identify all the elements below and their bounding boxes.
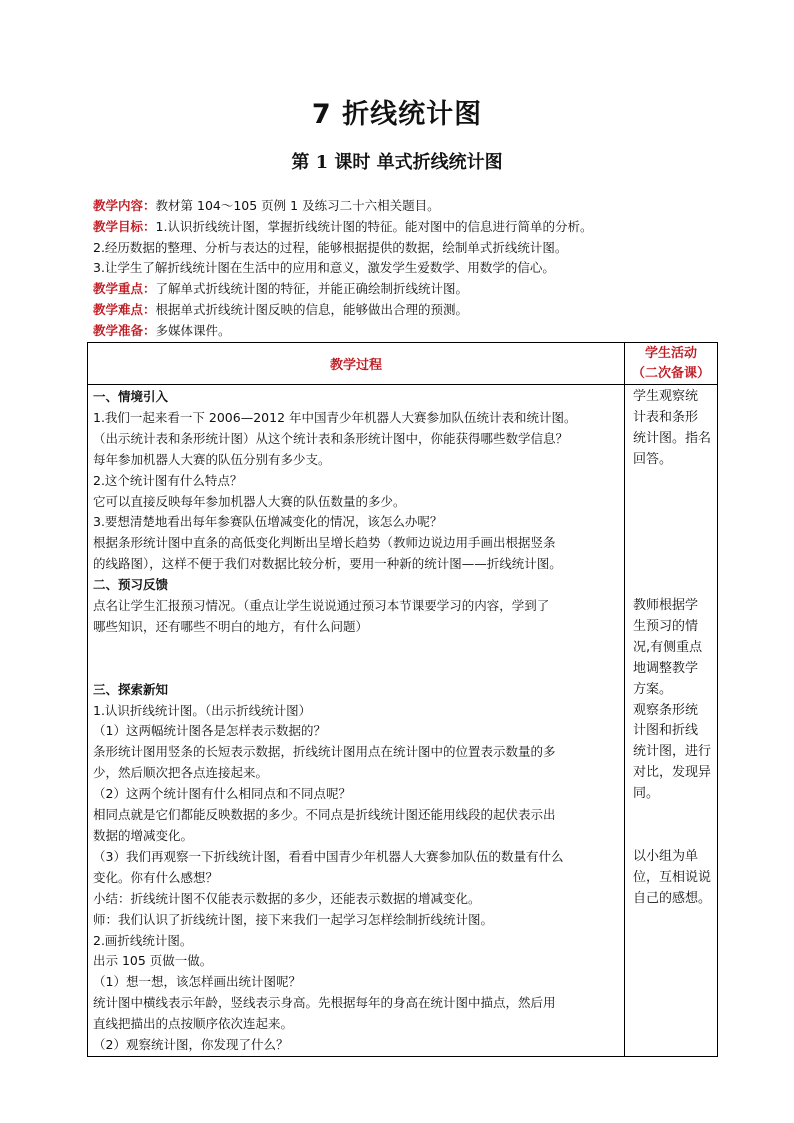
process-line: 1.我们一起来看一下 2006—2012 年中国青少年机器人大赛参加队伍统计表和统计图。: [93, 409, 577, 425]
activity-line: 位，互相说说: [633, 869, 712, 885]
section-heading: 一、情境引入: [93, 389, 169, 404]
process-line: 数据的增减变化。: [93, 828, 194, 843]
spacer: [633, 805, 715, 826]
content-text: 教材第 104～105 页例 1 及练习二十六相关题目。: [155, 198, 440, 213]
process-line: 每年参加机器人大赛的队伍分别有多少支。: [93, 451, 331, 467]
activity-line: 况,有侧重点: [633, 639, 703, 655]
process-line: （出示统计表和条形统计图）从这个统计表和条形统计图中，你能获得哪些数学信息？: [93, 430, 569, 446]
process-line: 直线把描出的点按顺序依次连起来。: [93, 1016, 294, 1032]
activity-line: 回答。: [633, 451, 673, 467]
section-heading: 三、探索新知: [93, 681, 169, 697]
table-body-row: [88, 385, 718, 1057]
header-activity-line1: 学生活动: [644, 346, 697, 361]
process-cell: [88, 385, 625, 1057]
process-line: （3）我们再观察一下折线统计图，看看中国青少年机器人大赛参加队伍的数量有什么: [93, 848, 564, 864]
activity-line: 以小组为单: [633, 848, 699, 864]
process-line: 哪些知识，还有哪些不明白的地方，有什么问题）: [93, 618, 369, 634]
activity-cell: [625, 385, 718, 1057]
teaching-key-point: [93, 279, 733, 300]
key-label: 教学重点：: [93, 281, 156, 297]
page-title: 7 折线统计图: [311, 99, 483, 130]
goal-text: 1.认识折线统计图，掌握折线统计图的特征。能对图中的信息进行简单的分析。: [155, 218, 593, 234]
process-line: 出示 105 页做一做。: [93, 953, 213, 969]
prep-label: 教学准备：: [93, 322, 156, 338]
key-text: 了解单式折线统计图的特征，并能正确绘制折线统计图。: [155, 281, 469, 297]
header-process: 教学过程: [88, 343, 625, 385]
process-line: （2）观察统计图，你发现了什么？: [93, 1037, 289, 1053]
goals-label: 教学目标：: [93, 218, 156, 234]
lesson-meta: [93, 196, 733, 342]
spacer: [633, 554, 715, 575]
process-line: 点名让学生汇报预习情况。（重点让学生说说通过预习本节课要学习的内容，学到了: [93, 598, 550, 614]
activity-line: 计表和条形: [633, 409, 699, 425]
teaching-preparation: [93, 321, 733, 342]
difficulty-label: 教学难点：: [93, 301, 156, 317]
lesson-table: [87, 342, 718, 1057]
teaching-content: [93, 196, 733, 217]
process-line: 2.画折线统计图。: [93, 932, 193, 948]
header-activity: [625, 343, 718, 385]
spacer: [633, 575, 715, 596]
activity-line: 统计图，进行: [633, 744, 712, 760]
activity-line: 统计图。指名: [633, 430, 712, 446]
process-line: （1）想一想，该怎样画出统计图呢？: [93, 974, 301, 990]
spacer: [633, 826, 715, 847]
difficulty-text: 根据单式折线统计图反映的信息，能够做出合理的预测。: [155, 301, 469, 317]
activity-line: 教师根据学: [633, 597, 699, 613]
activity-line: 观察条形统: [633, 702, 699, 718]
activity-line: 同。: [633, 786, 660, 802]
table-header-row: [88, 343, 718, 385]
activity-line: 生预习的情: [633, 618, 699, 634]
activity-line: 对比，发现异: [633, 765, 712, 781]
activity-line: 学生观察统: [633, 389, 699, 404]
process-line: （2）这两个统计图有什么相同点和不同点呢？: [93, 786, 351, 802]
teaching-goal-3: 3.让学生了解折线统计图在生活中的应用和意义，激发学生爱数学、用数学的信心。: [93, 260, 555, 276]
activity-line: 计图和折线: [633, 723, 699, 739]
activity-line: 方案。: [633, 681, 673, 697]
process-line: 统计图中横线表示年龄，竖线表示身高。先根据每年的身高在统计图中描点，然后用: [93, 995, 556, 1011]
process-line: 1.认识折线统计图。（出示折线统计图）: [93, 702, 312, 718]
spacer: [93, 638, 620, 659]
spacer: [633, 533, 715, 554]
content-label: 教学内容：: [93, 198, 156, 213]
teaching-difficulty: [93, 300, 733, 321]
section-heading: 二、预习反馈: [93, 577, 169, 593]
process-line: （1）这两幅统计图各是怎样表示数据的？: [93, 723, 326, 739]
process-line: 师：我们认识了折线统计图，接下来我们一起学习怎样绘制折线统计图。: [93, 911, 494, 927]
process-line: 条形统计图用竖条的长短表示数据，折线统计图用点在统计图中的位置表示数量的多: [93, 744, 556, 760]
process-line: 根据条形统计图中直条的高低变化判断出呈增长趋势（教师边说边用手画出根据竖条: [93, 535, 556, 551]
process-line: 2.这个统计图有什么特点？: [93, 472, 243, 488]
teaching-goal-1: [93, 217, 733, 238]
activity-line: 自己的感想。: [633, 890, 712, 906]
spacer: [633, 492, 715, 513]
header-activity-line2: （二次备课）: [631, 366, 710, 381]
teaching-goal-2: 2.经历数据的整理、分析与表达的过程，能够根据提供的数据，绘制单式折线统计图。: [93, 239, 568, 255]
spacer: [93, 659, 620, 680]
spacer: [633, 512, 715, 533]
process-line: 的线路图），这样不便于我们对数据比较分析，要用一种新的统计图——折线统计图。: [93, 556, 562, 572]
prep-text: 多媒体课件。: [155, 322, 231, 338]
process-line: 相同点就是它们都能反映数据的多少。不同点是折线统计图还能用线段的起伏表示出: [93, 807, 556, 823]
summary-line: 小结：折线统计图不仅能表示数据的多少，还能表示数据的增减变化。: [93, 890, 481, 906]
activity-line: 地调整教学: [633, 660, 699, 676]
lesson-subtitle: 第 1 课时 单式折线统计图: [291, 152, 503, 173]
process-line: 变化。你有什么感想？: [93, 869, 219, 885]
process-line: 3.要想清楚地看出每年参赛队伍增减变化的情况，该怎么办呢？: [93, 514, 443, 530]
process-line: 少，然后顺次把各点连接起来。: [93, 765, 269, 781]
process-line: 它可以直接反映每年参加机器人大赛的队伍数量的多少。: [93, 493, 406, 509]
spacer: [633, 471, 715, 492]
